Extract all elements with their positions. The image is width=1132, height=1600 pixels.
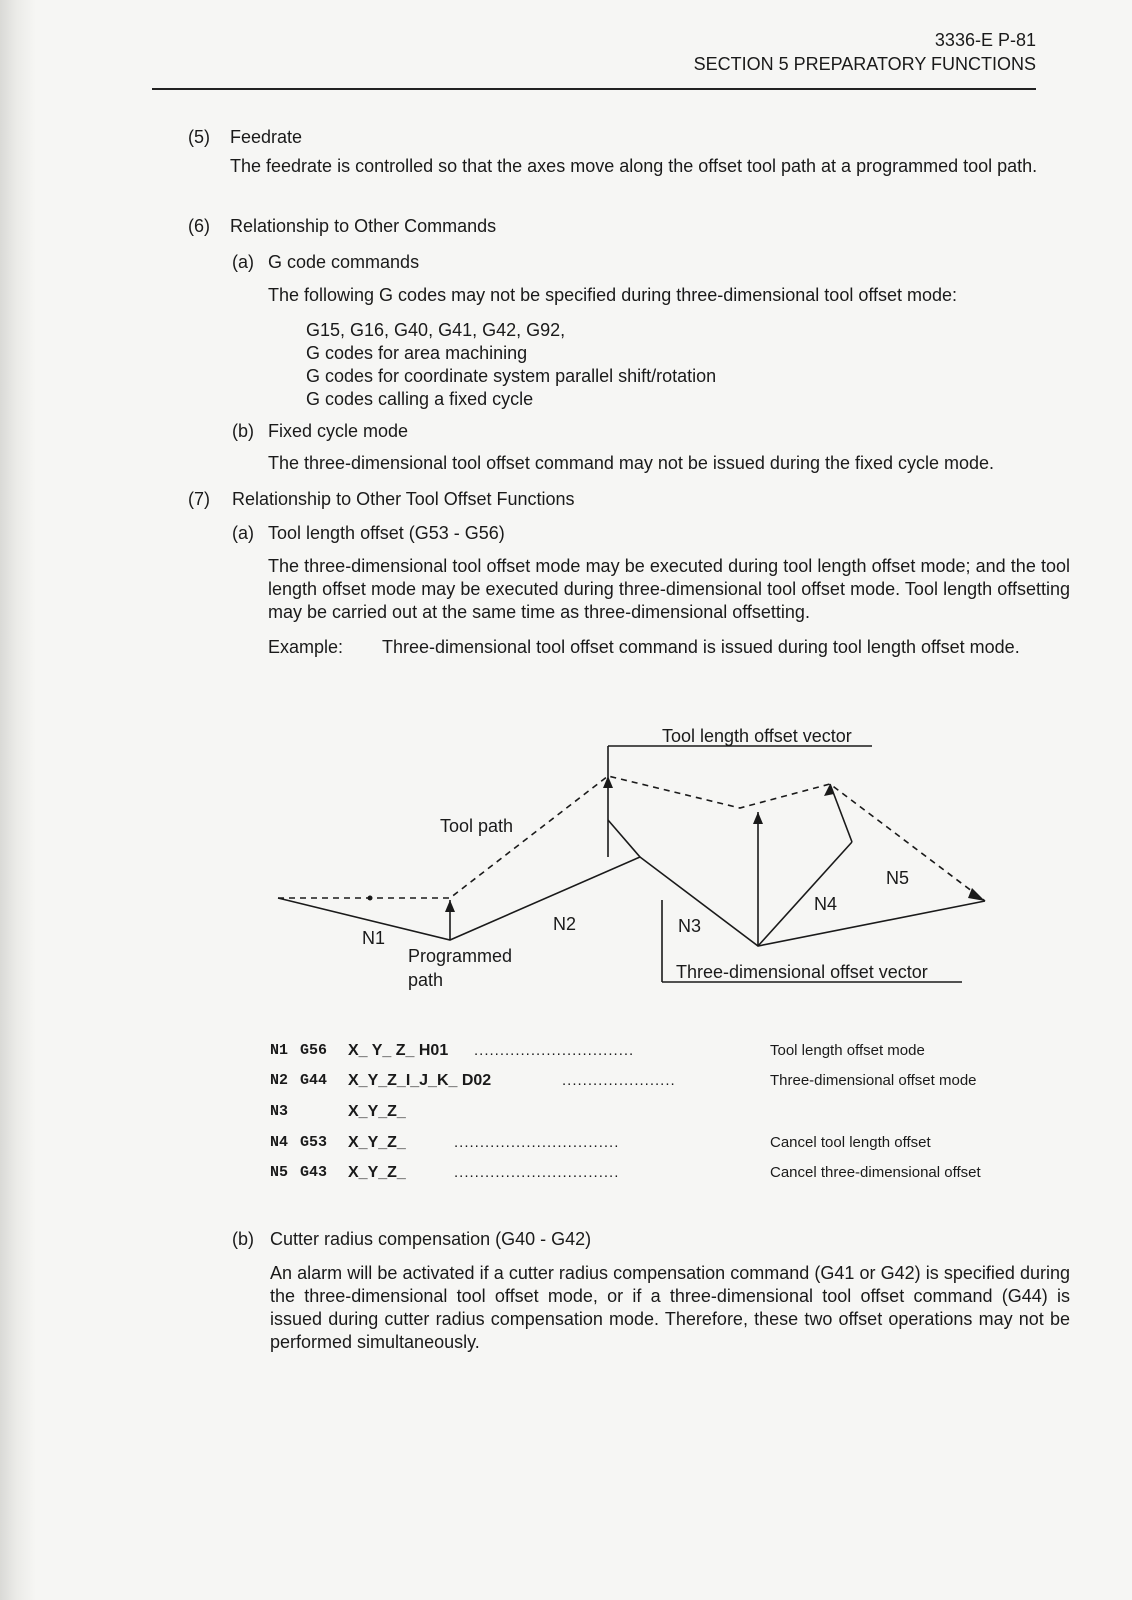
paragraph-g-code-intro: The following G codes may not be specified during three-dimensional tool offset mode: [268,285,958,305]
label-tool-path: Tool path [440,816,514,836]
sub-label-7b: (b) [232,1229,254,1249]
paragraph-feedrate: The feedrate is controlled so that the axes move along the offset tool path at a programmed tool path. [230,156,1038,176]
block-number: N1 [270,1042,289,1059]
paragraph-tool-length-offset: The three-dimensional tool offset mode may be executed during tool length offset mode; and the tool length offset mode may be executed during three-dimensional tool offset mode. Tool length offsetting may be carried out at the same time as three-dimensional offsetting. [268,556,1070,622]
g-code: G56 [300,1042,328,1059]
item-number-5: (5) [188,127,210,147]
heading-fixed-cycle-mode: Fixed cycle mode [268,421,409,441]
heading-cutter-radius-compensation: Cutter radius compensation (G40 - G42) [270,1229,592,1249]
label-n3: N3 [678,916,702,936]
label-programmed: Programmed [408,946,513,966]
leader-dots: ................................ [454,1134,620,1151]
heading-tool-length-offset: Tool length offset (G53 - G56) [268,523,505,543]
arrow-head [753,812,763,824]
three-dim-vector-n2 [608,820,640,857]
program-row [270,1103,990,1127]
example-text: Three-dimensional tool offset command is issued during tool length offset mode. [382,637,1020,657]
label-tool-length-offset-vector: Tool length offset vector [662,726,852,746]
paragraph-fixed-cycle: The three-dimensional tool offset command may not be issued during the fixed cycle mode. [268,453,995,473]
g-code: G53 [300,1134,328,1151]
leader-dots: ............................... [474,1042,635,1059]
block-arguments: X_Y_Z_I_J_K_ D02 [348,1072,492,1089]
sub-label-6b: (b) [232,421,254,441]
sub-label-7a: (a) [232,523,254,543]
block-number: N4 [270,1134,289,1151]
sub-label-6a: (a) [232,252,254,272]
path-node [368,896,373,901]
heading-relationship-tool-offset: Relationship to Other Tool Offset Functions [232,489,575,509]
section-title: SECTION 5 PREPARATORY FUNCTIONS [693,54,1036,74]
block-arguments: X_ Y_ Z_ H01 [348,1042,449,1059]
arrow-head [968,888,985,901]
program-row [270,1042,990,1066]
label-n1: N1 [362,928,386,948]
label-n5: N5 [886,868,910,888]
document-reference: 3336-E P-81 [934,30,1036,50]
label-n2: N2 [553,914,577,934]
paragraph-cutter-radius-compensation: An alarm will be activated if a cutter radius compensation command (G41 or G42) is specified during the three-dimensional tool offset mode, or if a three-dimensional tool offset command (G44) is issued during cutter radius compensation mode. Therefore, these two offset operations may not be performed simultaneously. [270,1263,1070,1352]
leader-dots: ...................... [562,1072,676,1089]
label-n4: N4 [814,894,838,914]
block-note: Three-dimensional offset mode [770,1072,977,1089]
block-arguments: X_Y_Z_ [348,1164,406,1181]
list-item: G codes for coordinate system parallel shift/rotation [306,366,717,386]
heading-g-code-commands: G code commands [268,252,420,272]
program-row [270,1134,990,1158]
item-number-7: (7) [188,489,210,509]
list-item: G15, G16, G40, G41, G42, G92, [306,320,566,340]
block-note: Tool length offset mode [770,1042,925,1059]
block-arguments: X_Y_Z_ [348,1134,406,1151]
arrow-head [445,900,455,912]
example-label: Example: [268,637,344,657]
block-number: N2 [270,1072,289,1089]
item-number-6: (6) [188,216,210,236]
block-number: N5 [270,1164,289,1181]
label-three-dimensional-offset-vector: Three-dimensional offset vector [676,962,928,982]
block-arguments: X_Y_Z_ [348,1103,406,1120]
block-number: N3 [270,1103,289,1120]
block-note: Cancel tool length offset [770,1134,931,1151]
g-code: G43 [300,1164,328,1181]
heading-relationship-other-commands: Relationship to Other Commands [230,216,497,236]
heading-feedrate: Feedrate [230,127,303,147]
program-row [270,1072,990,1096]
g-code: G44 [300,1072,328,1089]
list-item: G codes calling a fixed cycle [306,389,534,409]
block-note: Cancel three-dimensional offset [770,1164,981,1181]
label-path: path [408,970,444,990]
offset-tool-path-line [278,776,985,901]
program-row [270,1164,990,1188]
leader-dots: ................................ [454,1164,620,1181]
list-item: G codes for area machining [306,343,528,363]
